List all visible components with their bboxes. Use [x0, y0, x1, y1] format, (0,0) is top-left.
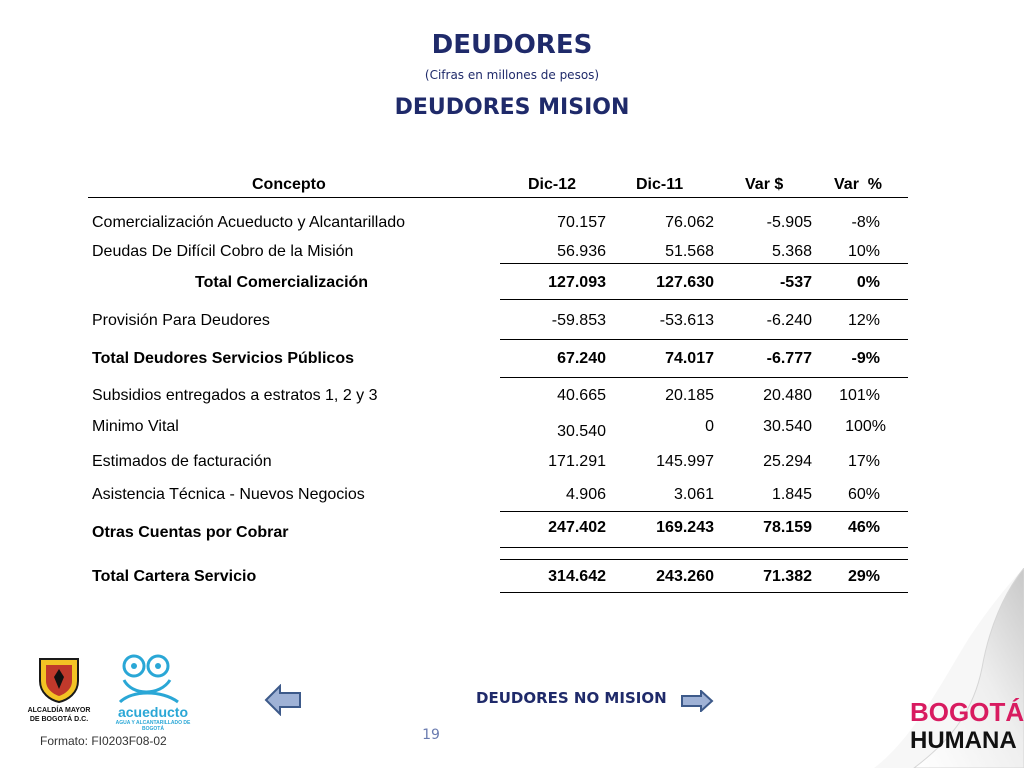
col-header-dic12: Dic-12 [528, 176, 577, 193]
table-row-var: 78.159 [763, 519, 812, 536]
table-row-dic11: -53.613 [659, 312, 714, 329]
table-row-dic11: 20.185 [665, 387, 714, 404]
formato-code: Formato: FI0203F08-02 [40, 734, 167, 748]
subtotal-rule [500, 339, 908, 340]
table-row-concepto: Comercialización Acueducto y Alcantarillado [92, 214, 406, 231]
coat-of-arms-icon [36, 655, 82, 703]
table-row-concepto: Total Cartera Servicio [92, 568, 257, 585]
table-row-varpct: -9% [851, 350, 880, 367]
table-row-concepto: Estimados de facturación [92, 453, 272, 470]
table-row-dic11: 169.243 [656, 519, 714, 536]
table-row-var: 1.845 [771, 486, 812, 503]
table-row-varpct: 46% [847, 519, 880, 536]
table-row-dic12: 30.540 [557, 423, 606, 440]
table-row-varpct: 60% [847, 486, 880, 503]
col-header-var: Var $ [745, 176, 784, 193]
total-rule [500, 547, 908, 548]
table-row-concepto: Total Comercialización [195, 274, 369, 291]
table-row-dic11: 243.260 [656, 568, 714, 585]
section-heading: DEUDORES MISION [394, 95, 630, 120]
table-row-dic11: 145.997 [656, 453, 714, 470]
table-row-varpct: 10% [847, 243, 880, 260]
table-row-varpct: -8% [851, 214, 880, 231]
table-row-var: 25.294 [763, 453, 812, 470]
table-row-varpct: 29% [847, 568, 880, 585]
grand-total-rule [500, 592, 908, 593]
table-row-concepto: Deudas De Difícil Cobro de la Misión [92, 243, 354, 260]
table-row-var: -537 [779, 274, 812, 291]
table-row-varpct: 17% [847, 453, 880, 470]
table-row-var: 20.480 [763, 387, 812, 404]
page-title: DEUDORES [431, 30, 593, 60]
table-row-var: 5.368 [771, 243, 812, 260]
table-row-dic12: 247.402 [548, 519, 606, 536]
table-row-var: -6.777 [766, 350, 812, 367]
table-row-concepto: Total Deudores Servicios Públicos [92, 350, 354, 367]
table-row-dic12: -59.853 [551, 312, 606, 329]
total-rule [500, 559, 908, 560]
table-row-dic11: 76.062 [665, 214, 714, 231]
table-row-dic12: 70.157 [557, 214, 606, 231]
back-arrow-icon[interactable] [264, 684, 302, 716]
col-header-concepto: Concepto [252, 176, 326, 193]
total-rule [500, 299, 908, 300]
total-rule [500, 377, 908, 378]
table-row-concepto: Minimo Vital [92, 418, 179, 435]
forward-arrow-icon[interactable] [680, 690, 714, 712]
table-row-concepto: Otras Cuentas por Cobrar [92, 524, 289, 541]
table-row-dic12: 67.240 [557, 350, 606, 367]
frog-icon [112, 652, 192, 712]
acueducto-tagline: AGUA Y ALCANTARILLADO DE BOGOTÁ [115, 720, 191, 732]
table-row-dic12: 171.291 [548, 453, 606, 470]
table-row-varpct: 12% [847, 312, 880, 329]
bogota-logo-line1: BOGOTÁ [910, 697, 1024, 727]
header-rule [88, 197, 908, 198]
table-row-varpct: 0% [856, 274, 880, 291]
table-row-dic12: 127.093 [548, 274, 606, 291]
subtotal-rule [500, 263, 908, 264]
table-row-dic12: 56.936 [557, 243, 606, 260]
table-row-var: 30.540 [763, 418, 812, 435]
table-row-dic11: 51.568 [665, 243, 714, 260]
table-row-concepto: Asistencia Técnica - Nuevos Negocios [92, 486, 365, 503]
bogota-logo-line2: HUMANA [910, 727, 1017, 754]
table-row-dic12: 40.665 [557, 387, 606, 404]
table-row-varpct: 100% [845, 418, 886, 435]
alcaldia-logo-text: ALCALDÍA MAYOR DE BOGOTÁ D.C. [27, 707, 91, 723]
page-number: 19 [422, 727, 440, 743]
table-row-var: -5.905 [766, 214, 812, 231]
table-row-var: -6.240 [766, 312, 812, 329]
table-row-var: 71.382 [763, 568, 812, 585]
subtotal-rule [500, 511, 908, 512]
next-section-link[interactable]: DEUDORES NO MISION [476, 689, 667, 707]
table-row-dic12: 4.906 [565, 486, 606, 503]
acueducto-logo-text: acueducto [117, 704, 188, 720]
table-row-dic11: 3.061 [673, 486, 714, 503]
table-row-dic12: 314.642 [548, 568, 606, 585]
page-subtitle: (Cifras en millones de pesos) [424, 68, 600, 82]
table-row-concepto: Provisión Para Deudores [92, 312, 270, 329]
table-row-varpct: 101% [839, 387, 880, 404]
col-header-varpct: Var % [834, 176, 883, 193]
col-header-dic11: Dic-11 [636, 176, 684, 193]
table-row-dic11: 127.630 [656, 274, 714, 291]
table-row-dic11: 0 [705, 418, 714, 435]
table-row-dic11: 74.017 [665, 350, 714, 367]
table-row-concepto: Subsidios entregados a estratos 1, 2 y 3 [92, 387, 378, 404]
